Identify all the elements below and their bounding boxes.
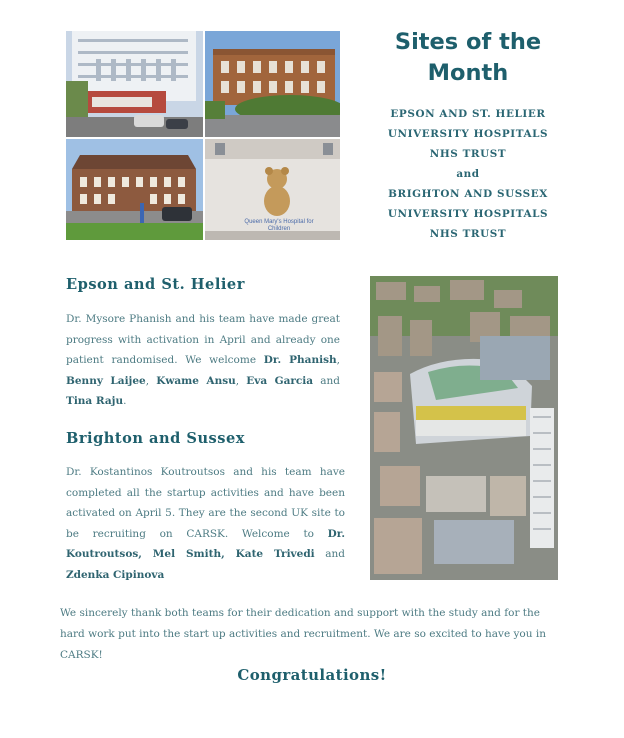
staff-name: Eva Garcia <box>246 374 314 387</box>
staff-name: Dr. Phanish <box>263 354 337 366</box>
photo-brick-hospital <box>205 31 340 137</box>
staff-name: Tina Raju <box>66 395 124 407</box>
trust-line: NHS TRUST <box>429 228 507 240</box>
photo-hospital-tower <box>66 31 203 137</box>
trust-conjunction: and <box>456 168 480 180</box>
staff-name: Benny Laijee <box>66 374 146 387</box>
staff-name: Zdenka Cipinova <box>66 568 165 581</box>
congratulations-text: Congratulations! <box>237 666 387 684</box>
staff-name: Kwame Ansu <box>156 374 236 387</box>
hospital-photo-collage <box>66 31 340 240</box>
photo-aerial-hospital <box>370 276 558 580</box>
section-heading-epsom: Epson and St. Helier <box>66 276 245 293</box>
page-title: Sites of the Month <box>394 29 542 86</box>
trust-line: UNIVERSITY HOSPITALS <box>387 128 549 140</box>
photo-queen-marys-sign <box>205 139 340 240</box>
section-text-brighton: Dr. Kostantinos Koutroutsos and his team have completed all the startup activities and have been activated on April 5. They are the second UK site to be recruiting on CARSK. Welcome to Dr. Koutroutsos, Mel Smith, Kate Trivedi and Zdenka Cipinova <box>66 466 345 581</box>
staff-name: Dr. Koutroutsos, Mel Smith, Kate Trivedi <box>66 527 345 560</box>
trust-names <box>370 104 566 244</box>
trust-line: BRIGHTON AND SUSSEX <box>388 188 548 200</box>
trust-line: EPSON AND ST. HELIER <box>390 108 546 120</box>
section-heading-brighton: Brighton and Sussex <box>66 430 245 447</box>
thanks-paragraph: We sincerely thank both teams for their dedication and support with the study and for the hard work put into the start up activities and recruitment. We are so excited to have you in CARSK! <box>60 607 546 661</box>
photo-heritage-building <box>66 139 203 240</box>
trust-line: UNIVERSITY HOSPITALS <box>387 208 549 220</box>
section-text-epsom: Dr. Mysore Phanish and his team have made great progress with activation in April and already one patient randomised. We welcome Dr. Phanish, Benny Laijee, Kwame Ansu, Eva Garcia and Tina Raju. <box>66 313 340 407</box>
trust-line: NHS TRUST <box>429 148 507 160</box>
sign-text: Queen Mary's Hospital for Children <box>244 219 314 232</box>
